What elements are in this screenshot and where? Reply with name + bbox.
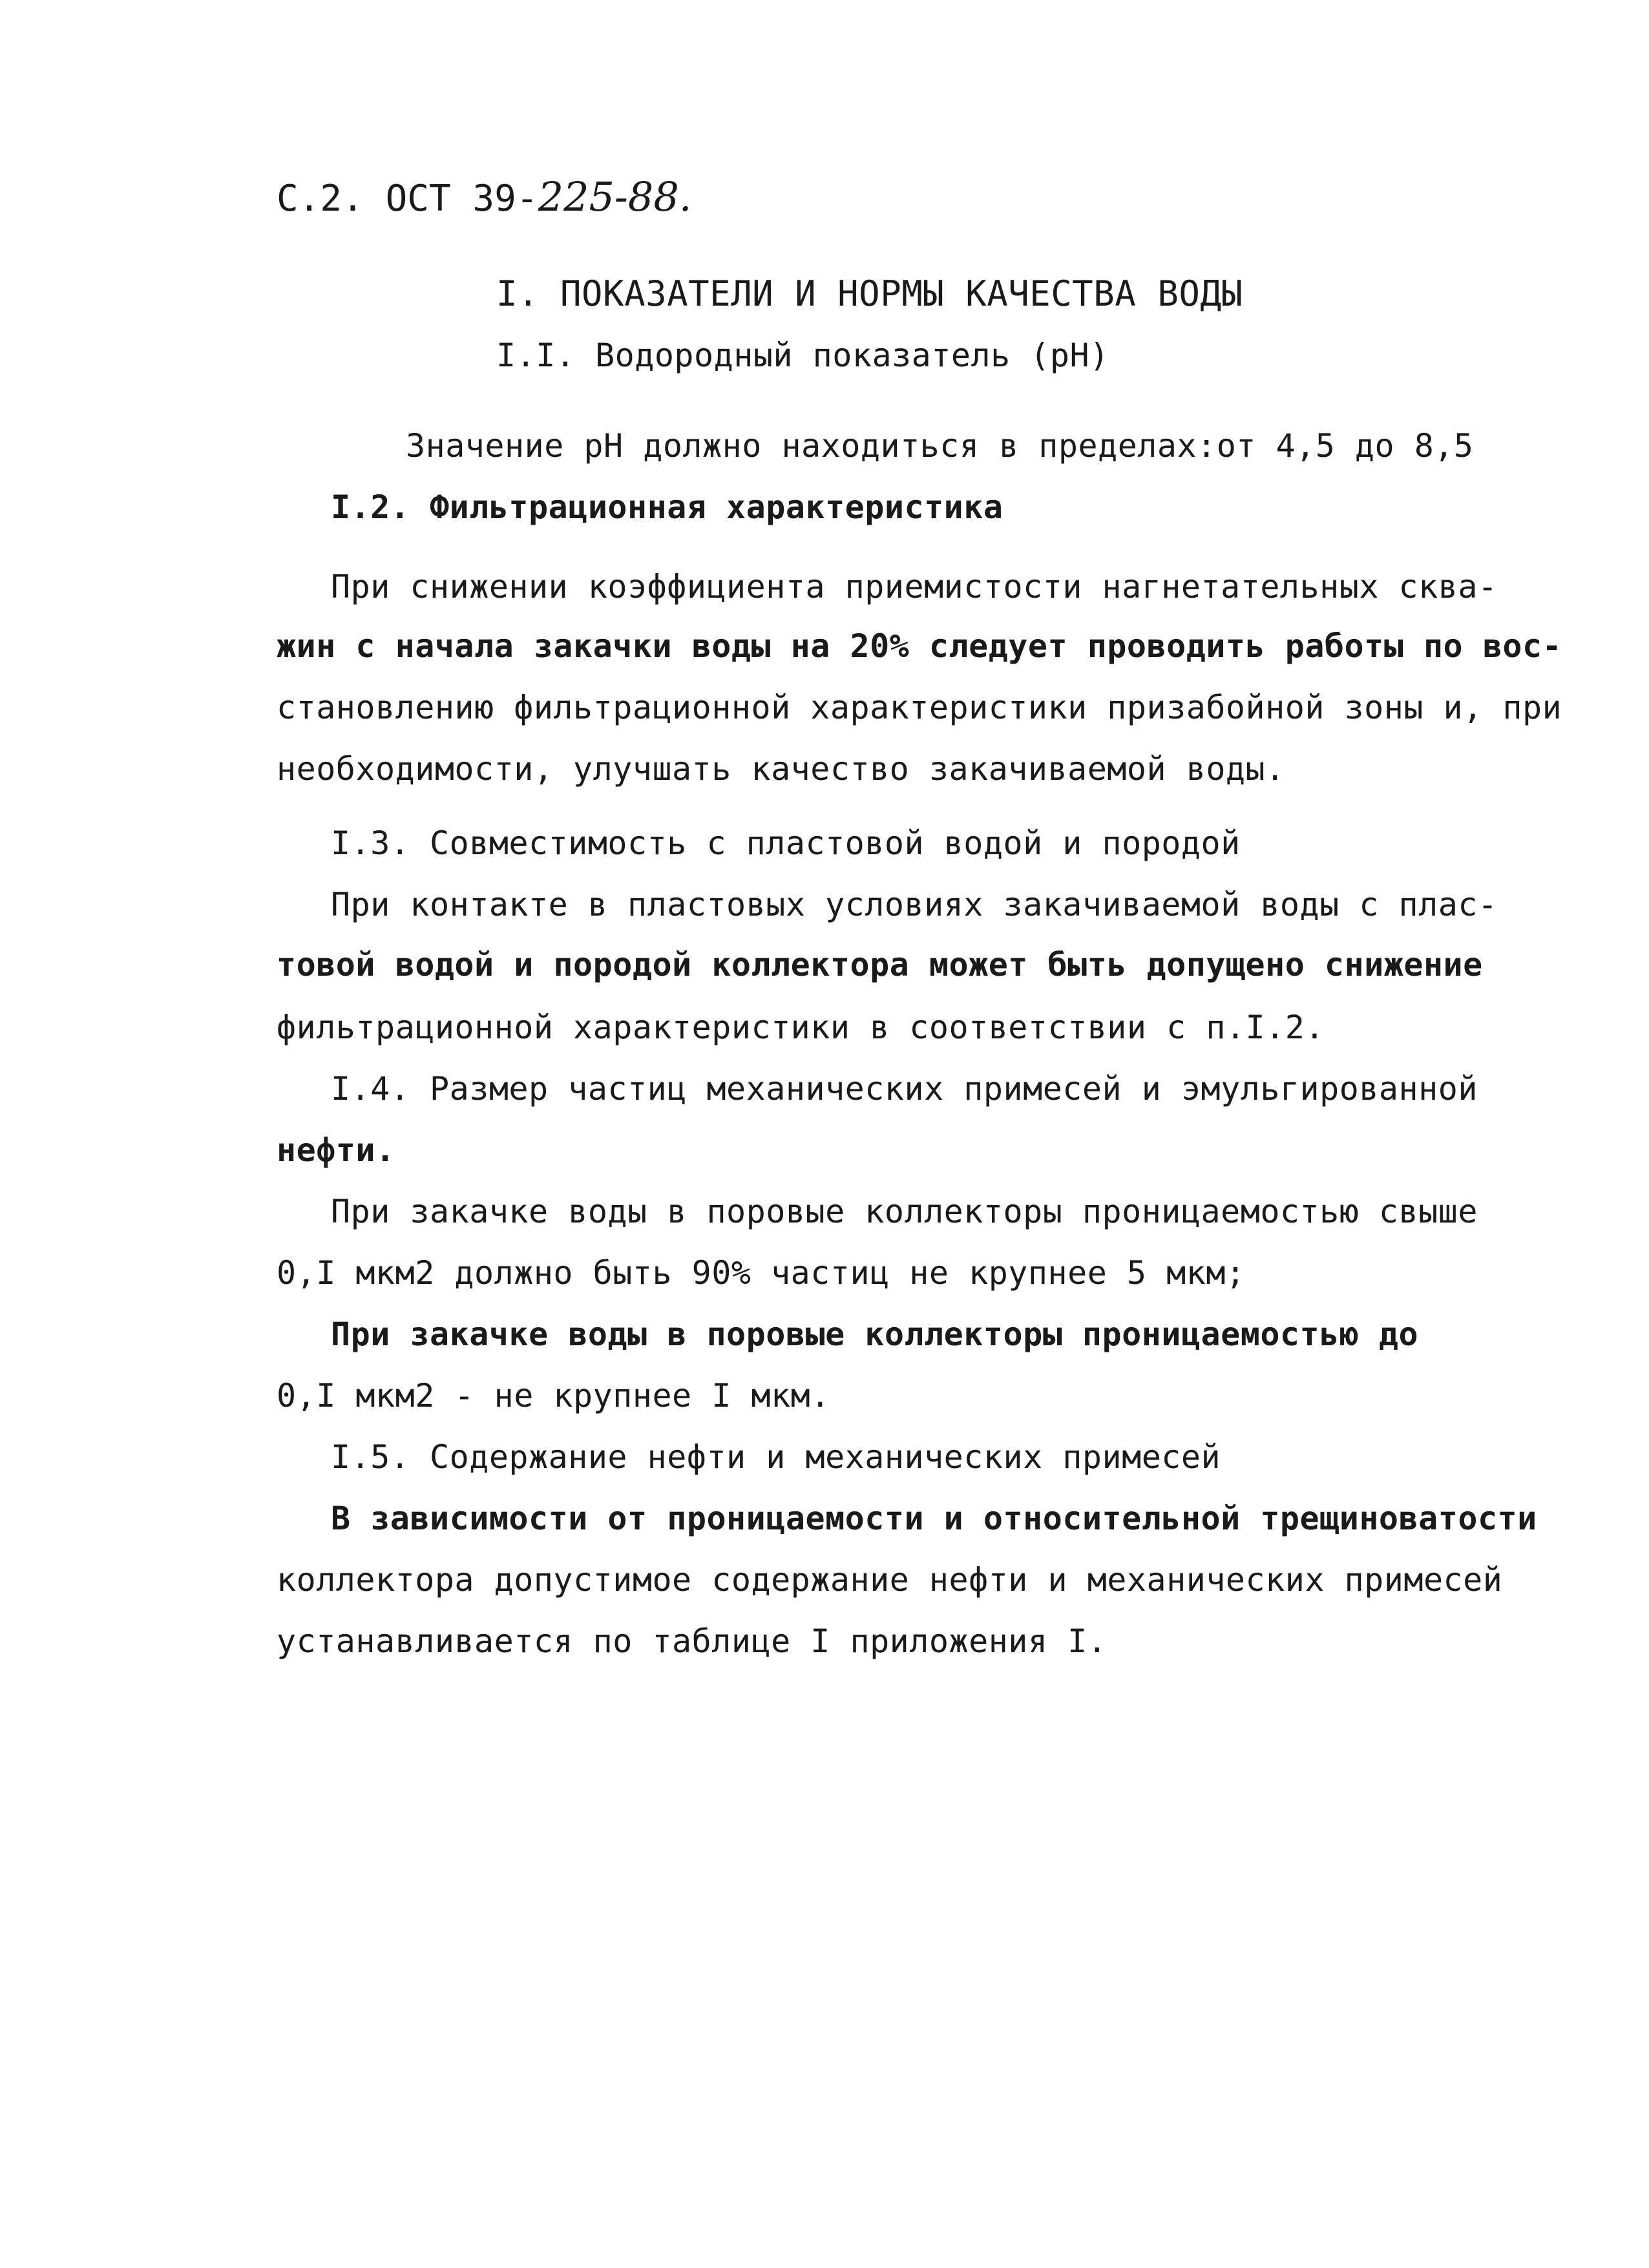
s1-5-line-1: В зависимости от проницаемости и относительной трещиноватости: [331, 1500, 1537, 1537]
page-header: [277, 174, 691, 222]
s1-4-line-1: При закачке воды в поровые коллекторы проницаемостью свыше: [331, 1193, 1478, 1230]
header-prefix: С.2. ОСТ 39-: [277, 178, 538, 220]
section-title: I. ПОКАЗАТЕЛИ И НОРМЫ КАЧЕСТВА ВОДЫ: [496, 273, 1243, 314]
s1-4-line-4: 0,I мкм2 - не крупнее I мкм.: [277, 1377, 830, 1414]
s1-1-text: Значение pH должно находиться в пределах:от 4,5 до 8,5: [406, 427, 1474, 465]
s1-5-title: I.5. Содержание нефти и механических примесей: [331, 1438, 1221, 1476]
s1-3-title: I.3. Совместимость с пластовой водой и породой: [331, 824, 1241, 862]
s1-3-line-1: При контакте в пластовых условиях закачиваемой воды с плас-: [331, 886, 1498, 923]
s1-2-line-1: При снижении коэффициента приемистости нагнетательных сква-: [331, 568, 1498, 605]
s1-4-line-2: 0,I мкм2 должно быть 90% частиц не крупнее 5 мкм;: [277, 1254, 1246, 1292]
s1-4-line-3: При закачке воды в поровые коллекторы проницаемостью до: [331, 1316, 1419, 1353]
handwritten-doc-number: 225-88.: [538, 173, 692, 220]
s1-1-title: I.I. Водородный показатель (pH): [496, 337, 1109, 374]
s1-2-line-4: необходимости, улучшать качество закачиваемой воды.: [277, 750, 1285, 788]
s1-3-line-3: фильтрационной характеристики в соответствии с п.I.2.: [277, 1009, 1325, 1046]
s1-5-line-3: устанавливается по таблице I приложения I.: [277, 1622, 1108, 1660]
s1-2-line-2: жин с начала закачки воды на 20% следует проводить работы по вос-: [277, 627, 1562, 665]
s1-4-title-line-2: нефти.: [277, 1131, 395, 1169]
s1-5-line-2: коллектора допустимое содержание нефти и механических примесей: [277, 1561, 1503, 1599]
s1-2-title: I.2. Фильтрационная характеристика: [331, 488, 1003, 526]
s1-4-title-line-1: I.4. Размер частиц механических примесей и эмульгированной: [331, 1070, 1478, 1108]
s1-3-line-2: товой водой и породой коллектора может быть допущено снижение: [277, 946, 1483, 983]
s1-2-line-3: становлению фильтрационной характеристики призабойной зоны и, при: [277, 689, 1562, 726]
